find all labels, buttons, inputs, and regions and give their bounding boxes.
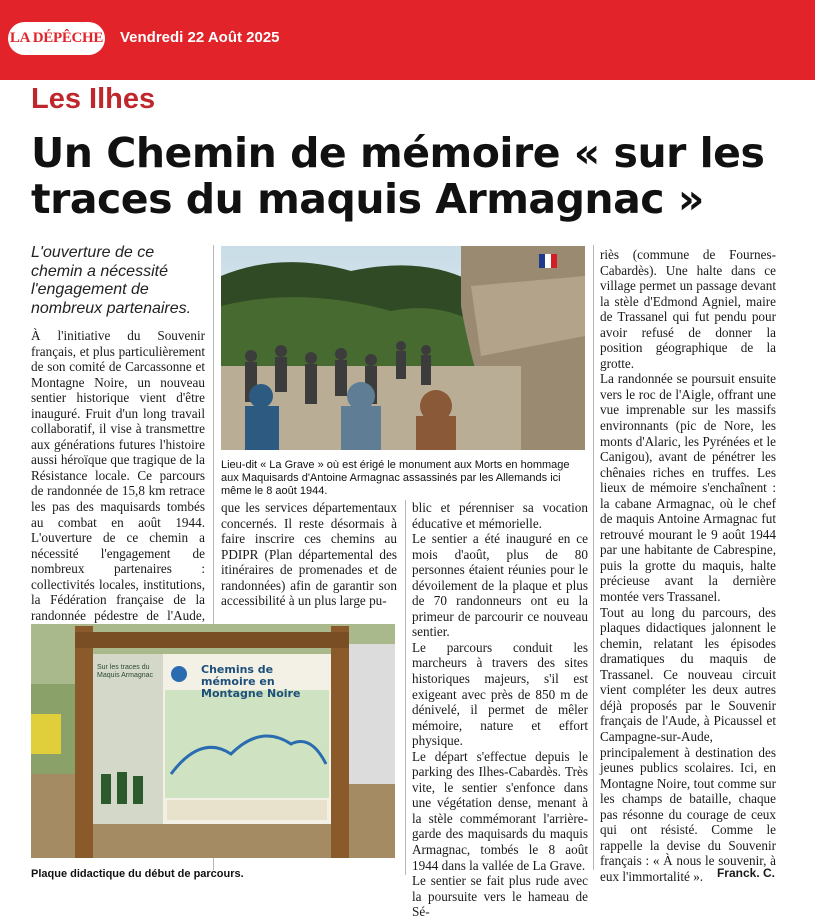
masthead <box>0 0 815 80</box>
article-column-1 <box>31 328 205 639</box>
article-headline: Un Chemin de mémoire « sur les traces du maquis Armagnac » <box>31 129 765 223</box>
article-author: Franck. C. <box>716 866 775 880</box>
body-paragraph: Le sentier se fait plus rude avec la poursuite vers le hameau de Sé- <box>412 873 588 920</box>
body-paragraph: blic et pérenniser sa vocation éducative et mémorielle. <box>412 500 588 531</box>
photo-plaque <box>31 624 395 858</box>
body-paragraph: Le départ s'effectue depuis le parking des Ilhes-Cabardès. Très vite, le sentier s'enfonce dans une végétation dense, menant à la stèle commémorant l'arrière-garde des maquisards du maquis Armagnac, tombés le 8 août 1944 dans la vallée de La Grave. <box>412 748 588 873</box>
column-divider <box>405 500 406 875</box>
article-lead: L'ouverture de ce chemin a nécessité l'engagement de nombreux partenaires. <box>31 244 192 317</box>
issue-date: Vendredi 22 Août 2025 <box>120 29 280 46</box>
article-column-2 <box>221 500 397 609</box>
newspaper-logo[interactable]: LA DÉPÊCHE <box>8 22 105 55</box>
plaque-photo-illustration <box>31 624 395 858</box>
body-paragraph: Le sentier a été inauguré en ce mois d'août, plus de 80 personnes étaient réunies pour le dévoilement de la plaque et plus de 70 randonneurs ont eu la primeur de parcourir ce nouveau sentier. <box>412 531 588 640</box>
body-paragraph: riès (commune de Fournes-Cabardès). Une halte dans ce village permet un passage devant la stèle d'Edmond Agniel, maire de Trassanel qui fut pendu pour avoir refusé de donner la position géographique de la grotte. <box>600 247 776 371</box>
photo-caption-top: Lieu-dit « La Grave » où est érigé le monument aux Morts en hommage aux Maquisards d'Antoine Armagnac assassinés par les Allemands ici même le 8 août 1944. <box>221 459 570 497</box>
article-column-3 <box>412 500 588 920</box>
hikers-photo-illustration <box>221 246 585 450</box>
body-paragraph: Tout au long du parcours, des plaques didactiques jalonnent le chemin, relatant les épisodes dramatiques du maquis de Trassanel. Ce nouveau circuit vient compléter les deux autres déjà proposés par le Souvenir français de l'Aude, à Picaussel et Campagne-sur-Aude, principalement à destination des jeunes publics scolaires. Ici, en Montagne Noire, tout comme sur les champs de bataille, chaque pas résonne du courage de ceux qui ont résisté. Comme le rappelle la devise du Souvenir français : « À nous le souvenir, à eux l'immortalité ». <box>600 604 776 884</box>
column-divider <box>593 245 594 870</box>
body-paragraph: que les services départementaux concernés. Il reste désormais à faire inscrire ces chemins au PDIPR (Plan départemental des itinéraires de promenades et de randonnées) afin de garantir son accessibilité à un plus large pu- <box>221 500 397 609</box>
body-paragraph: À l'initiative du Souvenir français, et plus particulièrement de son comité de Carcassonne et Montagne Noire, un nouveau sentier historique vient d'être inauguré. Fruit d'un long travail collaboratif, il vise à transmettre aux générations futures l'histoire aussi héroïque que tragique de la Résistance locale. Ce parcours de randonnée de 15,8 km retrace les pas des maquisards tombés au combat en août 1944. L'ouverture de ce chemin a nécessité l'engagement de nombreux partenaires : collectivités locales, institutions, la Fédération française de la randonnée pédestre de l'Aude, <box>31 328 205 623</box>
photo-caption-bottom: Plaque didactique du début de parcours. <box>31 868 244 880</box>
body-paragraph: La randonnée se poursuit ensuite vers le roc de l'Aigle, offrant une vue imprenable sur les massifs environnants (pic de Nore, les monts d'Alaric, les Pyrénées et le Canigou), avant de pénétrer les chênaies riches en truffes. Les lieux de mémoire s'enchaînent : la cabane Armagnac, où le chef de maquis Antoine Armagnac fut retrouvé mourant le 9 août 1944 par une habitante de Cabrespine, puis la grotte du maquis, halte précieuse avant la dernière montée vers Trassanel. <box>600 371 776 605</box>
plaque-side-title: Sur les traces du Maquis Armagnac <box>97 664 154 679</box>
section-title: Les Ilhes <box>31 83 156 115</box>
photo-la-grave <box>221 246 585 450</box>
plaque-title: Chemins de mémoire en Montagne Noire <box>201 663 301 700</box>
body-paragraph: Le parcours conduit les marcheurs à travers des sites historiques majeurs, s'il est exigeant avec près de 850 m de dénivelé, il permet de mêler mémoire, nature et effort physique. <box>412 639 588 749</box>
article-column-4 <box>600 247 776 884</box>
